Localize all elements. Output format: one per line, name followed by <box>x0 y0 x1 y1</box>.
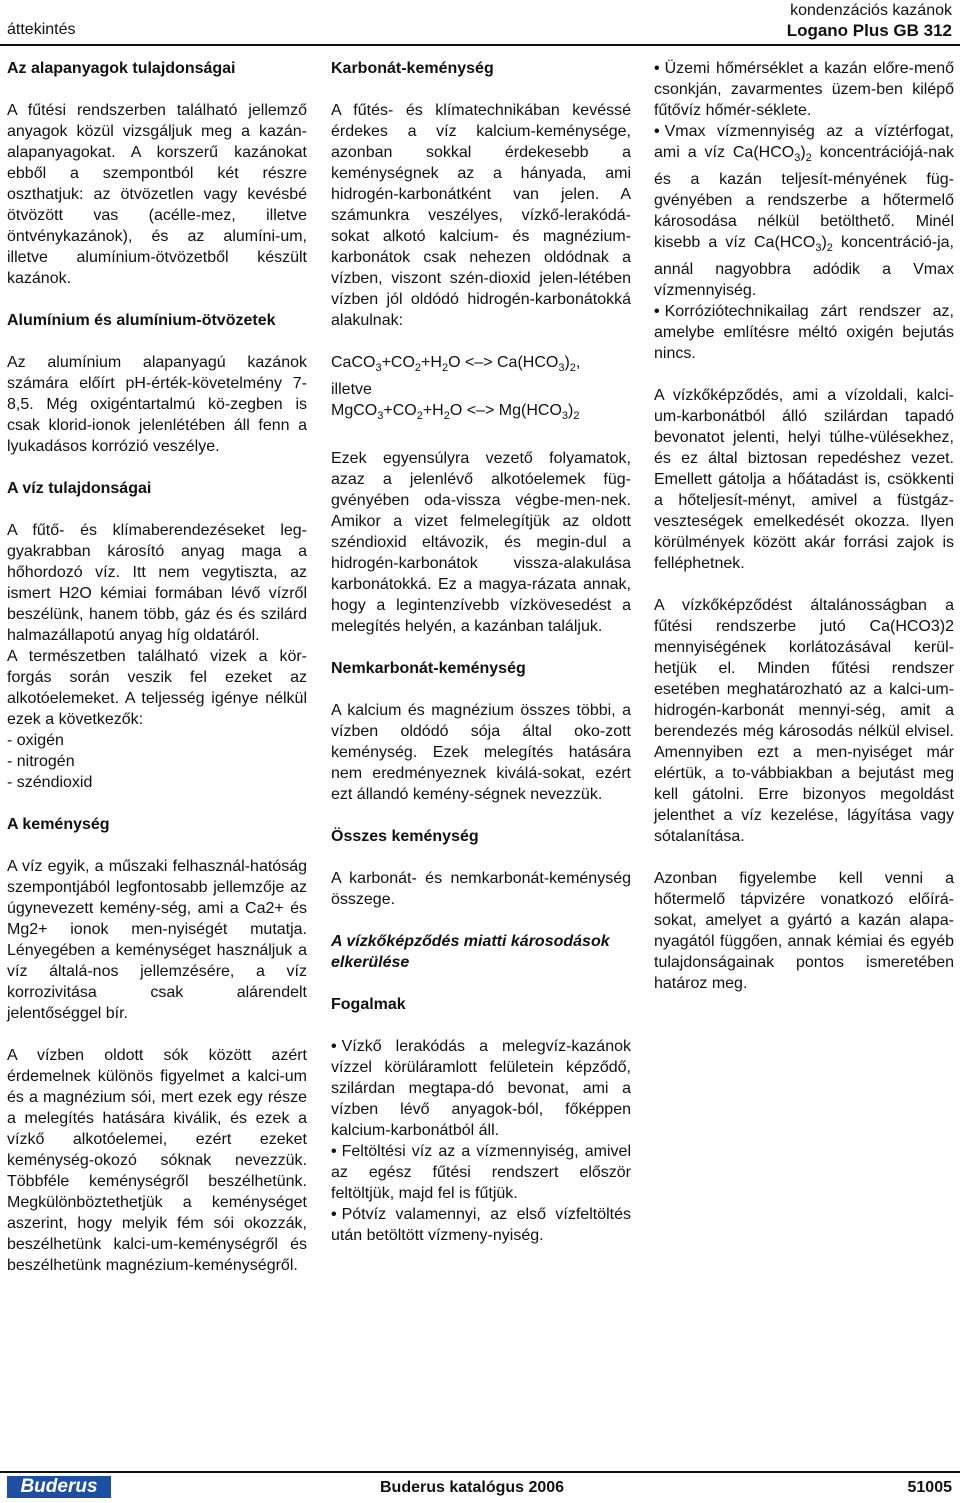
bullet-item: • Feltöltési víz az a vízmennyiség, amivel az egész fűtési rendszert először feltöltjük, majd fel is fűtjük. <box>331 1143 631 1203</box>
list-item: - nitrogén <box>7 753 75 770</box>
header-category: kondenzációs kazánok <box>790 2 952 19</box>
formula-connector: illetve <box>331 381 372 399</box>
heading-aluminium: Alumínium és alumínium-ötvözetek <box>7 312 276 329</box>
paragraph: Azonban figyelembe kell venni a hőtermelő tápvizére vonatkozó előírá-sokat, amelyet a gyártó a kazán alapa-nyagától függően, annak kémiai és egyéb tulajdonságainak pontos ismeretében határoz meg. <box>654 870 954 993</box>
heading-materials: Az alapanyagok tulajdonságai <box>7 60 236 77</box>
heading-total-hardness: Összes keménység <box>331 828 479 846</box>
paragraph: A vízkőképződés, ami a vízoldali, kalci-um-karbonátból álló szilárdan tapadó bevonatot jelenti, helyi túlhe-vülésekhez, és ez által biztosan repedéshez vezet. Emellett gátolja a hőátadást is, csökkenti a hőteljesít-ményt, amivel a füstgáz-veszteségek emelkedését okozza. Ilyen körülmények között akár forrási zajok is felléphetnek. <box>654 387 954 573</box>
column-2 <box>331 58 631 1246</box>
paragraph: A víz egyik, a műszaki felhasznál-hatóság szempontjából legfontosabb jellemzője az úgynevezett kemény-ség, ami a Ca2+ és Mg2+ ionok men-nyiségét mutatja. Lényegében a keménységet használjuk a víz általá-nos jellemzésére, a víz korrozivitása csak alárendelt jelentőséggel bír. <box>7 858 307 1022</box>
bullet-icon: • <box>654 60 660 77</box>
page-number: 51005 <box>907 1479 952 1496</box>
bullet-icon: • <box>654 303 660 321</box>
bullet-item: • Üzemi hőmérséklet a kazán előre-menő csonkján, zavarmentes üzem-ben kilépő fűtővíz hőmér-séklete. <box>654 60 954 119</box>
bullet-item: • Pótvíz valamennyi, az első vízfeltöltés után betöltött vízmeny-nyiség. <box>331 1206 631 1245</box>
paragraph: A fűtő- és klímaberendezéseket leg-gyakrabban károsító anyag maga a hőhordozó víz. Itt nem vegytiszta, az ismert H2O kémiai formában lévő vízről beszélünk, hanem több, gáz és és szilárd halmazállapotú anyag híg oldatáról. <box>7 522 307 644</box>
header-divider <box>0 44 960 46</box>
section-label: áttekintés <box>7 21 76 38</box>
header-title-block <box>787 1 952 41</box>
heading-water-properties: A víz tulajdonságai <box>7 480 152 497</box>
heading-noncarbonate-hardness: Nemkarbonát-keménység <box>331 660 526 678</box>
paragraph: A természetben található vizek a kör-forgás során veszik fel ezeket az alkotóelemeket. A teljesség igénye nélkül ezek a következők: <box>7 648 307 728</box>
paragraph: A fűtés- és klímatechnikában kevéssé érdekes a víz kalcium-keménysége, azonban sokkal érdekesebb a keménységnek az a hányada, ami hidrogén-karbonátként van jelen. A számunkra veszélyes, vízkő-lerakódá-sokat alkotó kalcium- és magnézium-karbonátok csak nehezen oldódnak a vízben, viszont szén-dioxid jelen-létében vízben jól oldódó hidrogén-karbonátokká alakulnak: <box>331 102 631 329</box>
paragraph: A fűtési rendszerben található jellemző anyagok közül vizsgáljuk meg a kazán-alapanyagokat. A korszerű kazánokat ebből a szempontból két részre oszthatjuk: az ötvözetlen vagy kevésbé ötvözött vas (acélle-mez, illetve öntvénykazánok), és az alumíni-um, illetve alumínium-ötvözetből készült kazánok. <box>7 102 307 287</box>
catalog-title: Buderus katalógus 2006 <box>380 1479 565 1496</box>
bullet-icon: • <box>331 1206 337 1224</box>
header-model: Logano Plus GB 312 <box>786 21 952 40</box>
formula-calcium: $CaCO_3+CO_2+H_2O$ <–> $Ca(HCO_3)_2$, <box>331 354 581 375</box>
buderus-logo: Buderus <box>7 1476 111 1498</box>
footer-divider <box>0 1471 960 1473</box>
list-item: - oxigén <box>7 732 64 749</box>
column-1 <box>7 58 307 1276</box>
bullet-item: • Korróziótechnikailag zárt rendszer az, amelybe említésre méltó oxigén bejutás nincs. <box>654 303 954 363</box>
paragraph: A kalcium és magnézium összes többi, a vízben oldódó sója által oko-zott keménység. Ezek melegítés hatására nem eredményeznek kiválá-sokat, ezért ezt állandó kemény-ségnek nevezzük. <box>331 702 631 804</box>
bullet-icon: • <box>331 1143 337 1161</box>
bullet-icon: • <box>654 123 660 140</box>
column-3 <box>654 58 954 994</box>
heading-hardness: A keménység <box>7 816 110 833</box>
bullet-item: • Vmax vízmennyiség az a víztérfogat, ami a víz $Ca(HCO_3)_2$ koncentrációjá-nak és a kazán teljesít-ményének füg-gvényében a rendszerbe a hőtermelő károsodása nélkül betölthető. Minél kisebb a víz $Ca(HCO_3)_2$ koncentráció-ja, annál nagyobbra adódik a Vmax vízmennyiség. <box>654 123 955 300</box>
paragraph: A karbonát- és nemkarbonát-keménység összege. <box>331 870 631 909</box>
bullet-item: • Vízkő lerakódás a melegvíz-kazánok vízzel körüláramlott felületein képződő, szilárdan megtapa-dó bevonat, ami a vízben lévő anyagok-ból, főképpen kalcium-karbonátból áll. <box>331 1038 631 1140</box>
paragraph: A vízben oldott sók között azért érdemelnek különös figyelmet a kalci-um és a magnézium sói, mert ezek egy része a melegítés hatására kiválik, és ezek a vízkő alkotóelemei, ezért ezeket keménység-okozó sóknak nevezzük. Többféle keménységről beszélhetünk. Megkülönböztethetjük a keménységet aszerint, hogy melyik fém sói okozzák, beszélhetünk kalci-um-keménységről és beszélhetünk magnézium-keménységről. <box>7 1047 307 1274</box>
paragraph: Ezek egyensúlyra vezető folyamatok, azaz a jelenlévő alkotóelemek füg-gvényében oda-vissza végbe-men-nek. Amikor a vizet felmelegítjük az oldott széndioxid eltávozik, és megin-dul a hidrogén-karbonátok vissza-alakulása karbonátokká. Ez a magya-rázata annak, hogy a legintenzívebb vízkövesedést a melegítés helyén, a kazánban találjuk. <box>331 450 631 636</box>
heading-scale-damage: A vízkőképződés miatti károsodások elkerülése <box>331 933 610 972</box>
bullet-icon: • <box>331 1038 337 1056</box>
paragraph: A vízkőképződést általánosságban a fűtési rendszerbe jutó Ca(HCO3)2 mennyiségének korlátozásával kerül-hetjük el. Minden fűtési rendszer esetében meghatározható az a kalci-um-hidrogén-karbonát mennyi-ség, amit a berendezés még károsodás nélkül elvisel. Amennyiben ezt a men-nyiséget már elértük, a to-vábbiakban a bejutást meg kell gátolni. Erre bizonyos megoldást jelenthet a víz kezelése, lágyítása vagy sótalanítása. <box>654 597 954 846</box>
heading-carbonate-hardness: Karbonát-keménység <box>331 60 494 77</box>
list-item: - széndioxid <box>7 774 93 791</box>
heading-concepts: Fogalmak <box>331 996 406 1014</box>
formula-magnesium: $MgCO_3+CO_2+H_2O$ <–> $Mg(HCO_3)_2$ <box>331 402 580 423</box>
paragraph: Az alumínium alapanyagú kazánok számára előírt pH-érték-követelmény 7-8,5. Még oxigéntartalmú kö-zegben is csak klorid-ionok jelenlétében áll fenn a lyukadásos korrózió veszélye. <box>7 354 307 455</box>
